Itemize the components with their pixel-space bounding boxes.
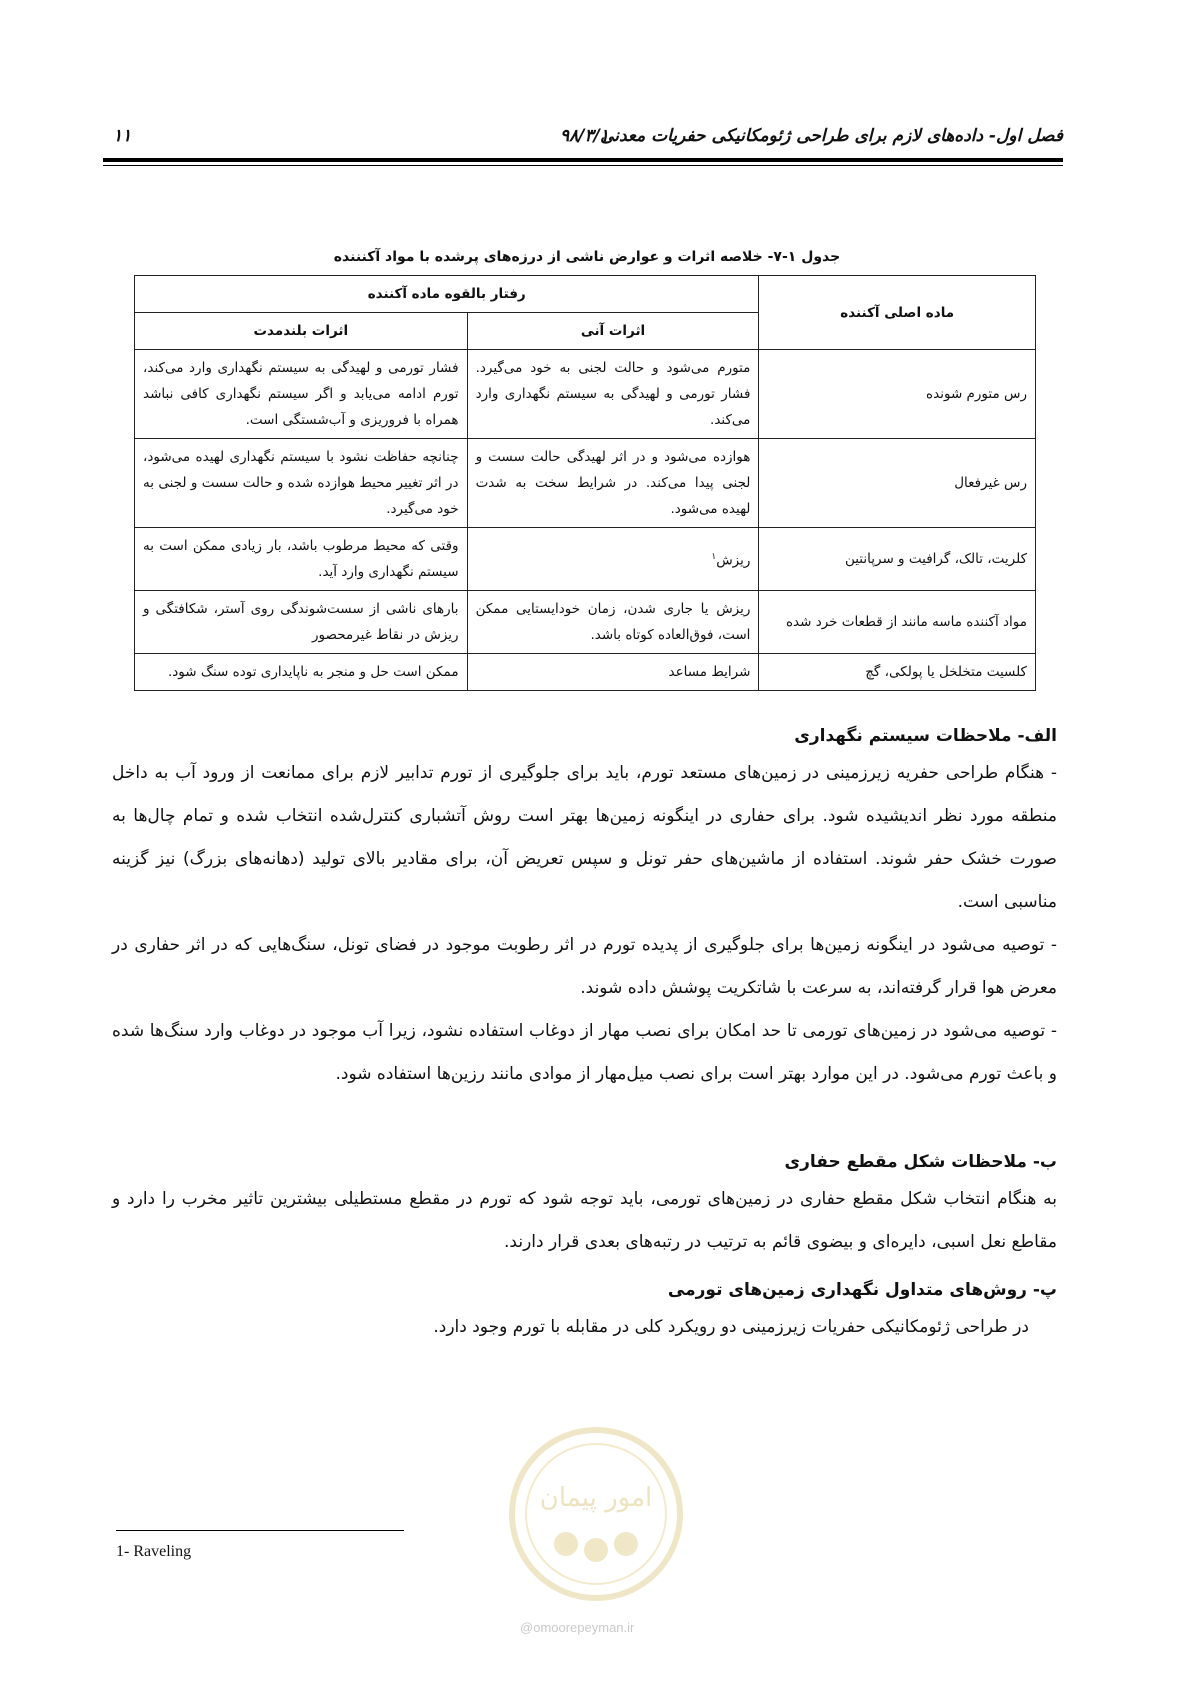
cell-longterm: ممکن است حل و منجر به ناپایداری توده سنگ شود. — [135, 654, 468, 691]
running-header — [105, 126, 1063, 154]
cell-material: رس غیرفعال — [759, 439, 1036, 528]
section-c-heading: پ- روش‌های متداول نگهداری زمین‌های تورمی — [667, 1280, 1057, 1300]
cell-material: کلسیت متخلخل یا پولکی، گچ — [759, 654, 1036, 691]
cell-immediate: متورم می‌شود و حالت لجنی به خود می‌گیرد. فشار تورمی و لهیدگی به سیستم نگهداری وارد می‌کند. — [467, 350, 759, 439]
header-date: ۹۸/۳/۱ — [560, 126, 609, 146]
section-b-heading: ب- ملاحظات شکل مقطع حفاری — [784, 1152, 1057, 1172]
table-row — [135, 654, 1036, 691]
col-group-header: رفتار بالقوه ماده آکننده — [135, 276, 759, 313]
table-row — [135, 350, 1036, 439]
footnote-rule — [116, 1530, 404, 1531]
section-a-paragraph-2: - توصیه می‌شود در اینگونه زمین‌ها برای جلوگیری از پدیده تورم در اثر رطوبت موجود در فضای تونل، سنگ‌هایی که در اثر حفاری در معرض هوا قرار گرفته‌اند، به سرعت با شاتکریت پوشش داده شوند. — [112, 935, 1057, 998]
section-b-paragraph-1: به هنگام انتخاب شکل مقطع حفاری در زمین‌های تورمی، باید توجه شود که تورم در مقطع مستطیلی بیشترین تاثیر مخرب را دارد و مقاطع نعل اسبی، دایره‌ای و بیضوی قائم به ترتیب در رتبه‌های بعدی قرار دارند. — [112, 1189, 1057, 1252]
cell-longterm: فشار تورمی و لهیدگی به سیستم نگهداری وارد می‌کند، تورم ادامه می‌یابد و اگر سیستم نگهداری کافی نباشد همراه با فروریزی و آب‌شستگی است. — [135, 350, 468, 439]
cell-material: رس متورم شونده — [759, 350, 1036, 439]
cell-immediate: شرایط مساعد — [467, 654, 759, 691]
table-header-row — [135, 276, 1036, 313]
table-row — [135, 528, 1036, 591]
cell-immediate: ریزش یا جاری شدن، زمان خودایستایی ممکن است، فوق‌العاده کوتاه باشد. — [467, 591, 759, 654]
cell-immediate — [467, 528, 759, 591]
section-c-paragraph-1: در طراحی ژئومکانیکی حفریات زیرزمینی دو رویکرد کلی در مقابله با تورم وجود دارد. — [433, 1317, 1029, 1337]
cell-immediate: هوازده می‌شود و در اثر لهیدگی حالت سست و لجنی پیدا می‌کند. در شرایط سخت به شدت لهیده می‌شود. — [467, 439, 759, 528]
page-number: ۱۱ — [113, 126, 132, 146]
footnote-text: 1- Raveling — [116, 1543, 192, 1560]
watermark-url: @omoorepeyman.ir — [520, 1620, 635, 1635]
header-rule-thick — [103, 158, 1063, 162]
cell-immediate-text: ریزش — [716, 552, 751, 569]
col-material-header: ماده اصلی آکننده — [759, 276, 1036, 350]
footnote-ref: ۱ — [711, 552, 717, 563]
chapter-title: فصل اول- داده‌های لازم برای طراحی ژئومکانیکی حفریات معدنی — [600, 126, 1063, 146]
watermark-logo-text: امور پیمان — [539, 1483, 653, 1513]
table-row — [135, 439, 1036, 528]
table-caption: جدول ۱-۷- خلاصه اثرات و عوارض ناشی از درزه‌های پرشده با مواد آکنننده — [333, 249, 841, 265]
section-a-paragraph-1: - هنگام طراحی حفریه زیرزمینی در زمین‌های مستعد تورم، باید برای جلوگیری از تورم تدابیر لازم برای ممانعت از ورود آب به داخل منطقه مورد نظر اندیشیده شود. برای حفاری در اینگونه زمین‌ها بهتر است روش آتشباری کنترل‌شده انتخاب شده و تمام چال‌ها به صورت خشک حفر شوند. استفاده از ماشین‌های حفر تونل و سپس تعریض آن، برای مقادیر بالای تولید (دهانه‌های بزرگ) نیز گزینه مناسبی است. — [112, 763, 1057, 912]
section-a-paragraph-3: - توصیه می‌شود در زمین‌های تورمی تا حد امکان برای نصب مهار از دوغاب استفاده نشود، زیرا آب موجود در دوغاب وارد سنگ‌ها شده و باعث تورم می‌شود. در این موارد بهتر است برای نصب میل‌مهار از موادی مانند رزین‌ها استفاده شود. — [112, 1021, 1057, 1084]
cell-longterm: بارهای ناشی از سست‌شوندگی روی آستر، شکافتگی و ریزش در نقاط غیرمحصور — [135, 591, 468, 654]
watermark-logo-icon — [506, 1424, 686, 1604]
table-row — [135, 591, 1036, 654]
col-immediate-header: اثرات آنی — [467, 313, 759, 350]
cell-material: مواد آکننده ماسه مانند از قطعات خرد شده — [759, 591, 1036, 654]
cell-longterm: وقتی که محیط مرطوب باشد، بار زیادی ممکن است به سیستم نگهداری وارد آید. — [135, 528, 468, 591]
col-longterm-header: اثرات بلندمدت — [135, 313, 468, 350]
header-rule-thin — [103, 165, 1063, 166]
section-a-heading: الف- ملاحظات سیستم نگهداری — [794, 726, 1057, 746]
cell-longterm: چنانچه حفاظت نشود با سیستم نگهداری لهیده می‌شود، در اثر تغییر محیط هوازده شده و حالت سست و لجنی به خود می‌گیرد. — [135, 439, 468, 528]
filling-effects-table — [134, 275, 1036, 691]
cell-material: کلریت، تالک، گرافیت و سرپانتین — [759, 528, 1036, 591]
